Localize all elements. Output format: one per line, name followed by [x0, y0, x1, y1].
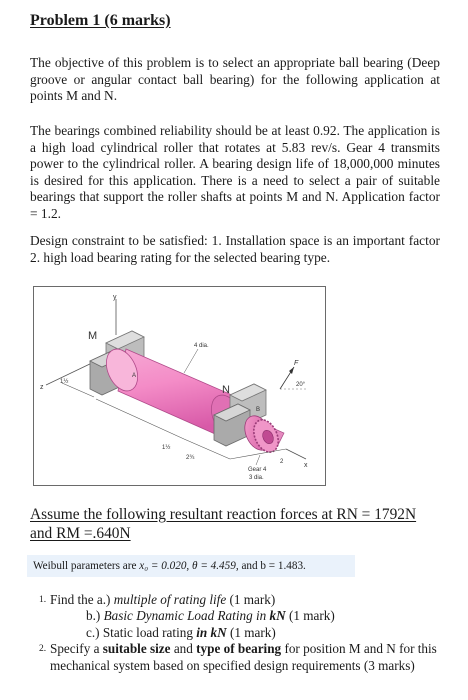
question-1c-in: in — [196, 624, 208, 640]
question-1a-emphasis: multiple of rating life — [113, 592, 227, 607]
label-b: B — [256, 407, 261, 413]
weibull-parameters-box — [27, 555, 355, 577]
question-1b-emphasis: Basic Dynamic Load Rating in — [103, 608, 267, 624]
question-1-lead: Find the a.) — [50, 592, 111, 607]
question-1c-lead: c.) Static load rating — [86, 624, 193, 640]
gear-label-2: 3 dia. — [249, 475, 264, 481]
diameter-leader-line — [184, 349, 198, 373]
z-axis-line — [46, 362, 94, 385]
y-axis-label: y — [113, 294, 117, 301]
question-2-bold-2: type of bearing — [196, 641, 282, 657]
force-label: F — [294, 360, 299, 367]
z-axis-label: z — [40, 384, 44, 391]
dimension-label-4: 2 — [280, 459, 284, 465]
question-1c-marks: (1 mark) — [229, 624, 276, 640]
objective-paragraph: The objective of this problem is to select an appropriate ball bearing (Deep groove or angular contact ball bearing) for the following application at points M and N. — [30, 55, 440, 104]
roller-diagram — [33, 286, 326, 486]
question-2-and: and — [173, 641, 193, 657]
reaction-forces-statement: Assume the following resultant reaction forces at RN = 1792N and RM =.640N — [30, 506, 417, 542]
constraint-paragraph: Design constraint to be satisfied: 1. Installation space is an important factor 2. high load bearing rating for the selected bearing type. — [30, 233, 440, 265]
question-list — [39, 592, 440, 674]
question-1-number: 1. — [39, 595, 47, 605]
gear-label-1: Gear 4 — [248, 467, 267, 473]
question-1b-unit: kN — [269, 608, 286, 624]
dimension-label-1: 1½ — [60, 379, 69, 385]
weibull-prefix: Weibull parameters are — [33, 560, 137, 572]
weibull-x0: x₀ = 0.020, — [139, 560, 190, 572]
question-2 — [39, 641, 440, 674]
label-m: M — [88, 330, 98, 342]
dimension-line-4 — [230, 449, 286, 459]
question-2-bold-1: suitable size — [102, 641, 171, 657]
question-1b-lead: b.) — [86, 608, 101, 624]
angle-label: 20° — [296, 382, 306, 388]
question-1-b — [50, 608, 440, 624]
question-1a-marks: (1 mark) — [229, 592, 276, 607]
question-1-c — [50, 625, 440, 641]
roller-diagram-svg — [34, 287, 325, 485]
dimension-line-1 — [62, 383, 94, 397]
gear-leader-line — [256, 455, 260, 465]
weibull-b: and b = 1.483. — [241, 560, 306, 572]
label-a: A — [132, 373, 137, 379]
roller-diameter-label: 4 dia. — [194, 343, 209, 349]
dimension-label-2: 1½ — [162, 445, 171, 451]
dimension-label-3: 2¾ — [186, 455, 195, 461]
x-axis-label: x — [304, 462, 308, 469]
question-1c-unit: kN — [210, 624, 227, 640]
details-paragraph: The bearings combined reliability should be at least 0.92. The application is a high load cylindrical roller that rotates at 5.83 rev/s. Gear 4 transmits power to the cylindrical roller. A bearing design life of 18,000,000 minutes is desired for this application. There is a need to select a pair of suitable bearings that support the roller shafts at points M and N. Application factor = 1.2. — [30, 123, 440, 221]
label-n: N — [222, 384, 230, 396]
problem-title: Problem 1 (6 marks) — [30, 12, 171, 29]
x-axis-line — [286, 449, 306, 459]
question-2-number: 2. — [39, 644, 47, 655]
question-1-a — [39, 592, 440, 608]
question-2-lead: Specify a — [50, 641, 100, 657]
question-2-tail: for position M and N for this mechanical system based on specified design requirements (3 marks) — [50, 641, 437, 673]
question-1b-marks: (1 mark) — [288, 608, 335, 624]
weibull-theta: θ = 4.459, — [192, 560, 239, 572]
